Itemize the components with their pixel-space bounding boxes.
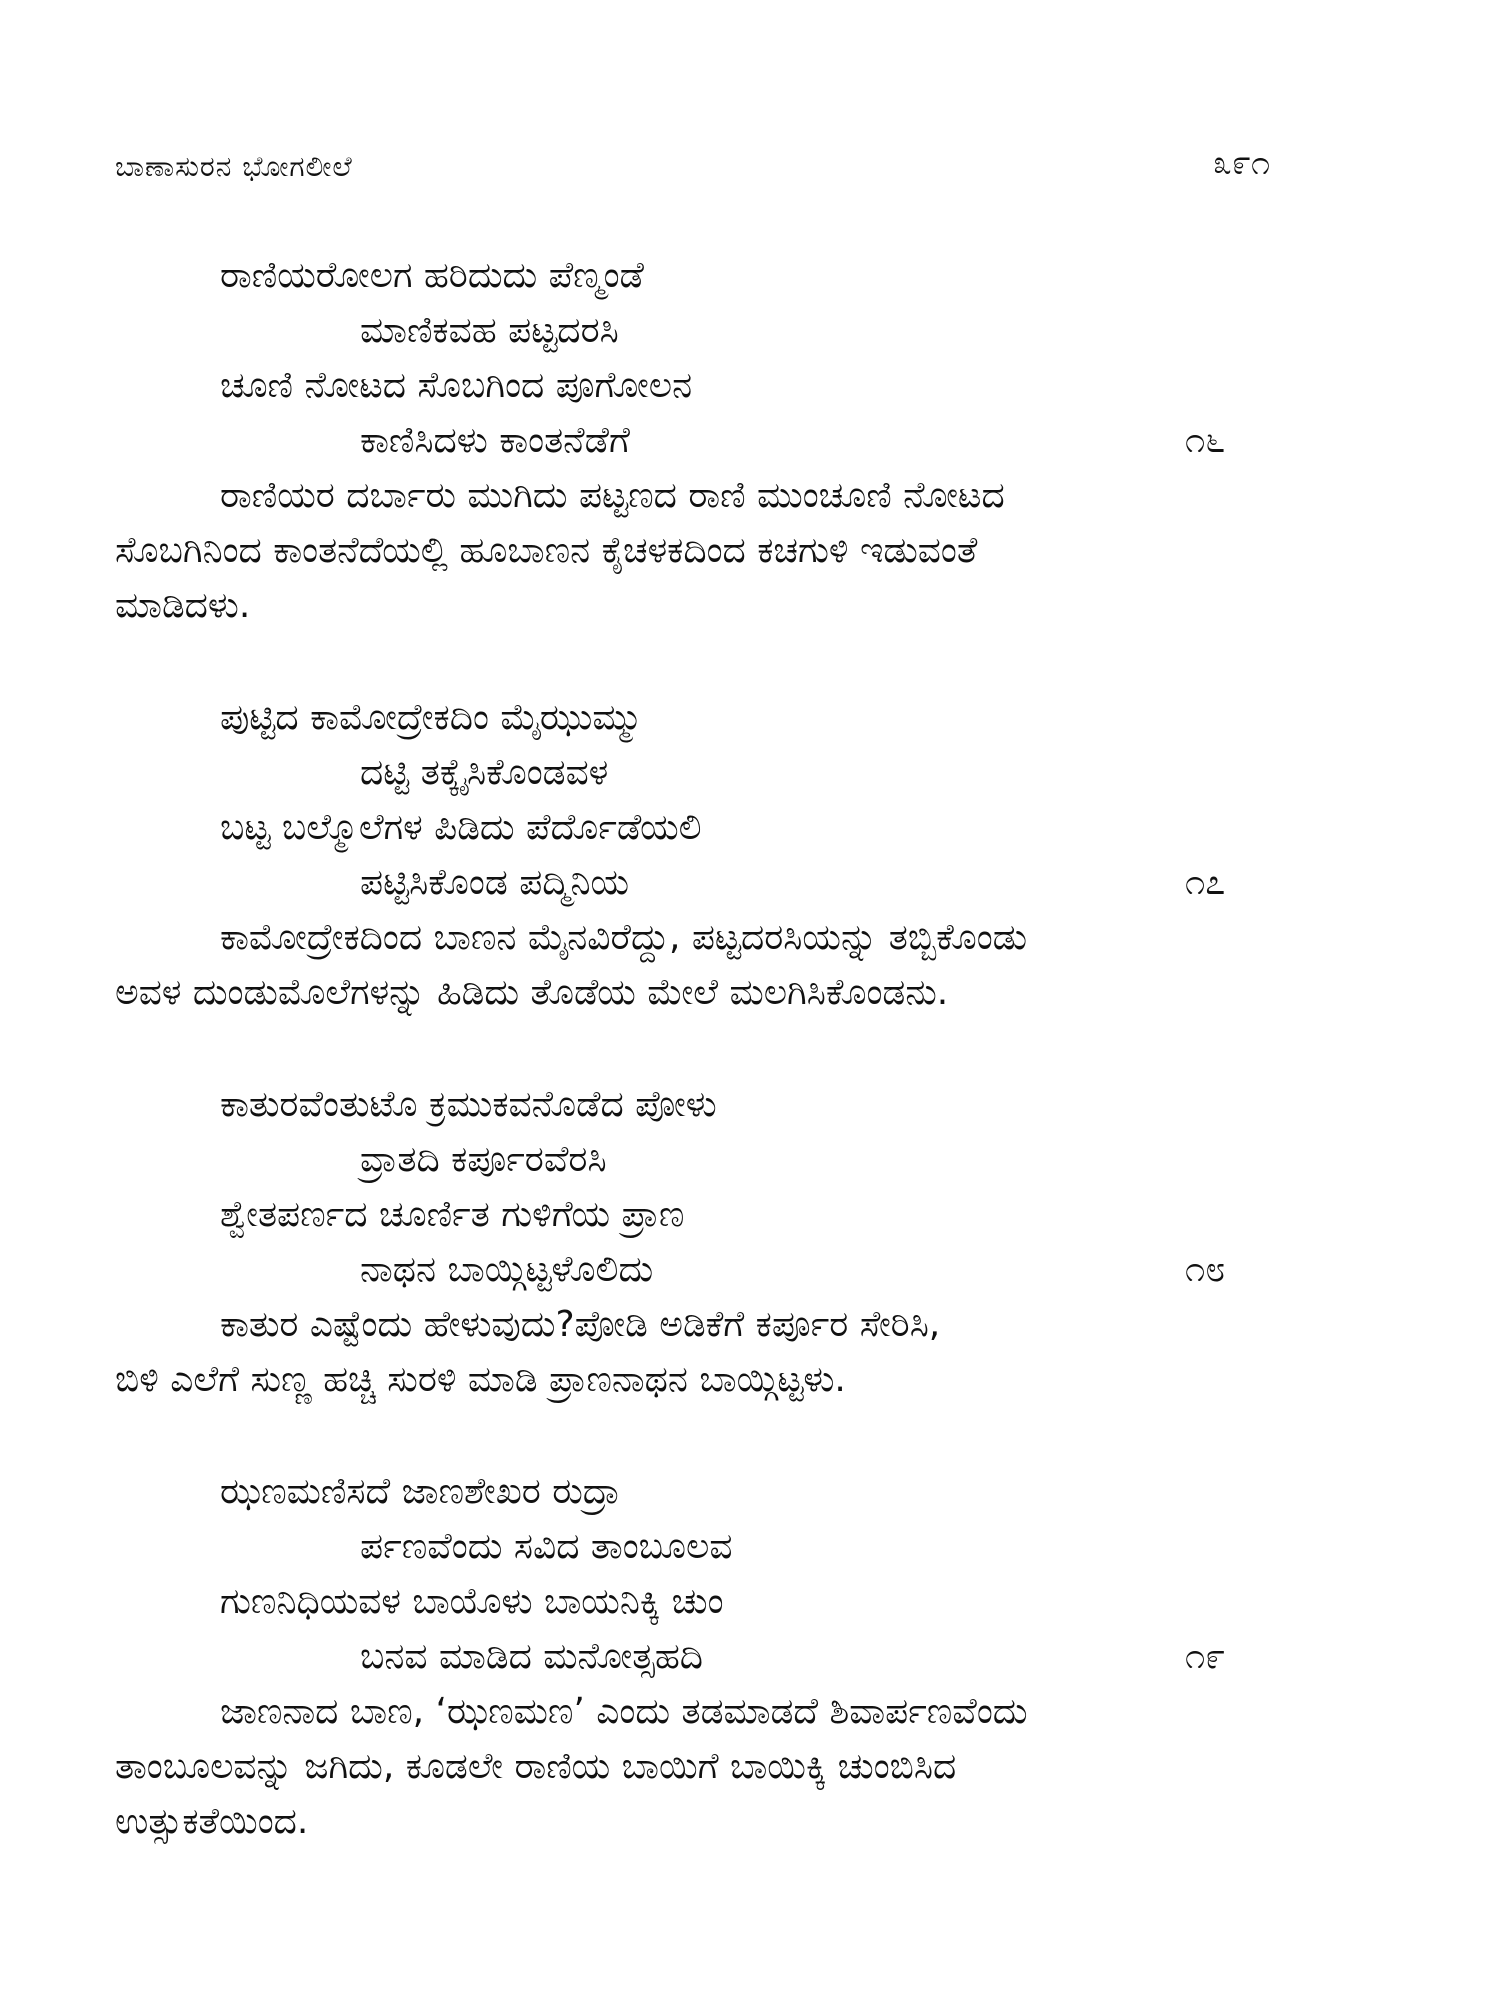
prose-line: ಕಾಮೋದ್ರೇಕದಿಂದ ಬಾಣನ ಮೈನವಿರೆದ್ದು, ಪಟ್ಟದರಸಿಯನ್ನು ತಬ್ಬಿಕೊಂಡು (220, 917, 1028, 958)
prose-line: ಕಾತುರ ಎಷ್ಟೆಂದು ಹೇಳುವುದು?ಪೋಡಿ ಅಡಿಕೆಗೆ ಕರ್ಪೂರ ಸೇರಿಸಿ, (220, 1304, 941, 1345)
running-head: ಬಾಣಾಸುರನ ಭೋಗಲೀಲೆ (115, 150, 353, 183)
prose-line: ಸೊಬಗಿನಿಂದ ಕಾಂತನೆದೆಯಲ್ಲಿ ಹೂಬಾಣನ ಕೈಚಳಕದಿಂದ ಕಚಗುಳಿ ಇಡುವಂತೆ (115, 530, 978, 571)
verse-line: ಝಣಮಣಿಸದೆ ಜಾಣಶೇಖರ ರುದ್ರಾ (220, 1471, 621, 1512)
verse-number: ೧೬ (1185, 420, 1226, 461)
prose-line: ರಾಣಿಯರ ದರ್ಬಾರು ಮುಗಿದು ಪಟ್ಟಣದ ರಾಣಿ ಮುಂಚೂಣಿ ನೋಟದ (220, 475, 1005, 516)
prose-line: ಮಾಡಿದಳು. (115, 585, 251, 626)
prose-line: ಅವಳ ದುಂಡುಮೊಲೆಗಳನ್ನು ಹಿಡಿದು ತೊಡೆಯ ಮೇಲೆ ಮಲಗಿಸಿಕೊಂಡನು. (115, 972, 949, 1013)
verse-number: ೧೮ (1185, 1249, 1226, 1290)
verse-line: ವ್ರಾತದಿ ಕರ್ಪೂರವೆರಸಿ (360, 1139, 607, 1180)
verse-number: ೧೯ (1185, 1636, 1226, 1677)
page-number: ೩೯೧ (1212, 143, 1270, 183)
verse-line: ಬನವ ಮಾಡಿದ ಮನೋತ್ಸಹದಿ (360, 1636, 704, 1677)
verse-line: ರ್ಪಣವೆಂದು ಸವಿದ ತಾಂಬೂಲವ (360, 1526, 733, 1567)
verse-line: ಪಟ್ಟಿಸಿಕೊಂಡ ಪದ್ಮಿನಿಯ (360, 862, 630, 903)
verse-line: ನಾಥನ ಬಾಯ್ಗಿಟ್ಟಳೊಲಿದು (360, 1249, 654, 1290)
prose-line: ಬಿಳಿ ಎಲೆಗೆ ಸುಣ್ಣ ಹಚ್ಚಿ ಸುರಳಿ ಮಾಡಿ ಪ್ರಾಣನಾಥನ ಬಾಯ್ಗಿಟ್ಟಳು. (115, 1359, 846, 1400)
prose-line: ತಾಂಬೂಲವನ್ನು ಜಗಿದು, ಕೂಡಲೇ ರಾಣಿಯ ಬಾಯಿಗೆ ಬಾಯಿಕ್ಕಿ ಚುಂಬಿಸಿದ (115, 1746, 957, 1787)
verse-line: ಕಾಣಿಸಿದಳು ಕಾಂತನೆಡೆಗೆ (360, 420, 630, 461)
verse-line: ಗುಣನಿಧಿಯವಳ ಬಾಯೊಳು ಬಾಯನಿಕ್ಕಿ ಚುಂ (220, 1581, 724, 1622)
verse-line: ಪುಟ್ಟಿದ ಕಾಮೋದ್ರೇಕದಿಂ ಮೈಝುಮ್ಮು (220, 697, 643, 738)
verse-line: ಚೂಣಿ ನೋಟದ ಸೊಬಗಿಂದ ಪೂಗೋಲನ (220, 365, 693, 406)
verse-line: ಕಾತುರವೆಂತುಟೊ ಕ್ರಮುಕವನೊಡೆದ ಪೋಳು (220, 1084, 717, 1125)
verse-line: ಶ್ವೇತಪರ್ಣದ ಚೂರ್ಣಿತ ಗುಳಿಗೆಯ ಪ್ರಾಣ (220, 1194, 685, 1235)
prose-line: ಜಾಣನಾದ ಬಾಣ, ‘ಝಣಮಣ’ ಎಂದು ತಡಮಾಡದೆ ಶಿವಾರ್ಪಣವೆಂದು (220, 1691, 1028, 1732)
verse-line: ಮಾಣಿಕವಹ ಪಟ್ಟದರಸಿ (360, 310, 619, 351)
prose-line: ಉತ್ಸುಕತೆಯಿಂದ. (115, 1801, 309, 1842)
verse-line: ರಾಣಿಯರೋಲಗ ಹರಿದುದು ಪೆಣ್ಮಂಡೆ (220, 255, 644, 296)
verse-line: ದಟ್ಟಿ ತಕ್ಕೈಸಿಕೊಂಡವಳ (360, 752, 609, 793)
verse-line: ಬಟ್ಟ ಬಲ್ಮೊಲೆಗಳ ಪಿಡಿದು ಪೆರ್ದೊಡೆಯಲಿ (220, 807, 702, 848)
verse-number: ೧೭ (1185, 862, 1226, 903)
